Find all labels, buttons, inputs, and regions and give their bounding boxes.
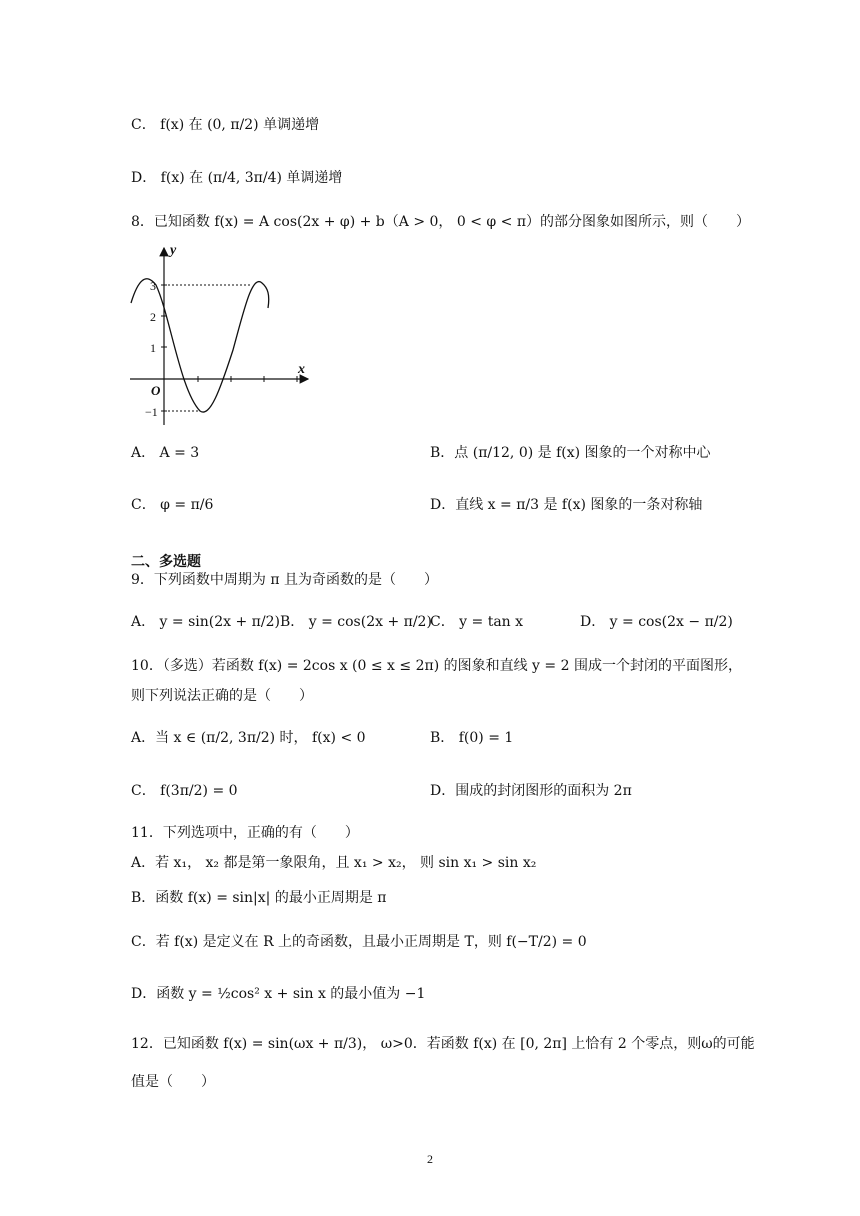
q10-stem-cont: 则下列说法正确的是（ ） (131, 688, 313, 704)
q9-option-b: B． y = cos(2x + π/2) (280, 614, 432, 630)
q11-stem: 11．下列选项中，正确的有（ ） (131, 825, 359, 841)
q7-option-d: D． f(x) 在 (π/4, 3π/4) 单调递增 (131, 170, 343, 186)
q9-stem: 9．下列函数中周期为 π 且为奇函数的是（ ） (131, 572, 439, 588)
q10-option-c: C． f(3π/2) = 0 (131, 783, 238, 799)
q11-option-a: A．若 x₁， x₂ 都是第一象限角，且 x₁ > x₂， 则 sin x₁ > sin x₂ (131, 855, 537, 871)
section-heading: 二、多选题 (131, 554, 201, 570)
q8-function-graph (118, 240, 318, 430)
q11-option-c: C．若 f(x) 是定义在 R 上的奇函数，且最小正周期是 T，则 f(−T/2) = 0 (131, 934, 587, 950)
q11-option-b: B．函数 f(x) = sin|x| 的最小正周期是 π (131, 890, 387, 906)
x-axis-label: x (298, 362, 305, 377)
q10-stem: 10．（多选）若函数 f(x) = 2cos x (0 ≤ x ≤ 2π) 的图象和直线 y = 2 围成一个封闭的平面图形， (131, 658, 742, 674)
page-number: 2 (427, 1152, 433, 1166)
q9-option-d: D． y = cos(2x − π/2) (580, 614, 733, 630)
q8-option-a: A． A = 3 (131, 445, 200, 461)
origin-label: O (151, 383, 161, 398)
y-tick-2: 2 (150, 310, 156, 324)
q8-stem: 8．已知函数 f(x) = A cos(2x + φ) + b（A > 0， 0 < φ < π）的部分图象如图所示，则（ ） (131, 214, 751, 230)
q9-option-c: C． y = tan x (430, 614, 524, 630)
y-axis-label: y (170, 243, 177, 258)
q8-option-b: B．点 (π/12, 0) 是 f(x) 图象的一个对称中心 (430, 445, 711, 461)
q10-option-d: D．围成的封闭图形的面积为 2π (430, 783, 632, 799)
q12-stem: 12．已知函数 f(x) = sin(ωx + π/3)， ω>0．若函数 f(x) 在 [0, 2π] 上恰有 2 个零点，则ω的可能 (131, 1036, 755, 1052)
q9-option-a: A． y = sin(2x + π/2) (131, 614, 280, 630)
q11-option-d: D．函数 y = ½cos² x + sin x 的最小值为 −1 (131, 986, 426, 1002)
y-tick-1: 1 (150, 341, 156, 355)
q10-option-b: B． f(0) = 1 (430, 730, 514, 746)
y-tick-3: 3 (150, 279, 156, 293)
q8-option-d: D．直线 x = π/3 是 f(x) 图象的一条对称轴 (430, 497, 703, 513)
q7-option-c: C． f(x) 在 (0, π/2) 单调递增 (131, 117, 320, 133)
q8-option-c: C． φ = π/6 (131, 497, 214, 513)
q12-stem-cont: 值是（ ） (131, 1074, 215, 1090)
y-tick-neg1: −1 (145, 405, 158, 419)
q10-option-a: A．当 x ∈ (π/2, 3π/2) 时， f(x) < 0 (131, 730, 366, 746)
